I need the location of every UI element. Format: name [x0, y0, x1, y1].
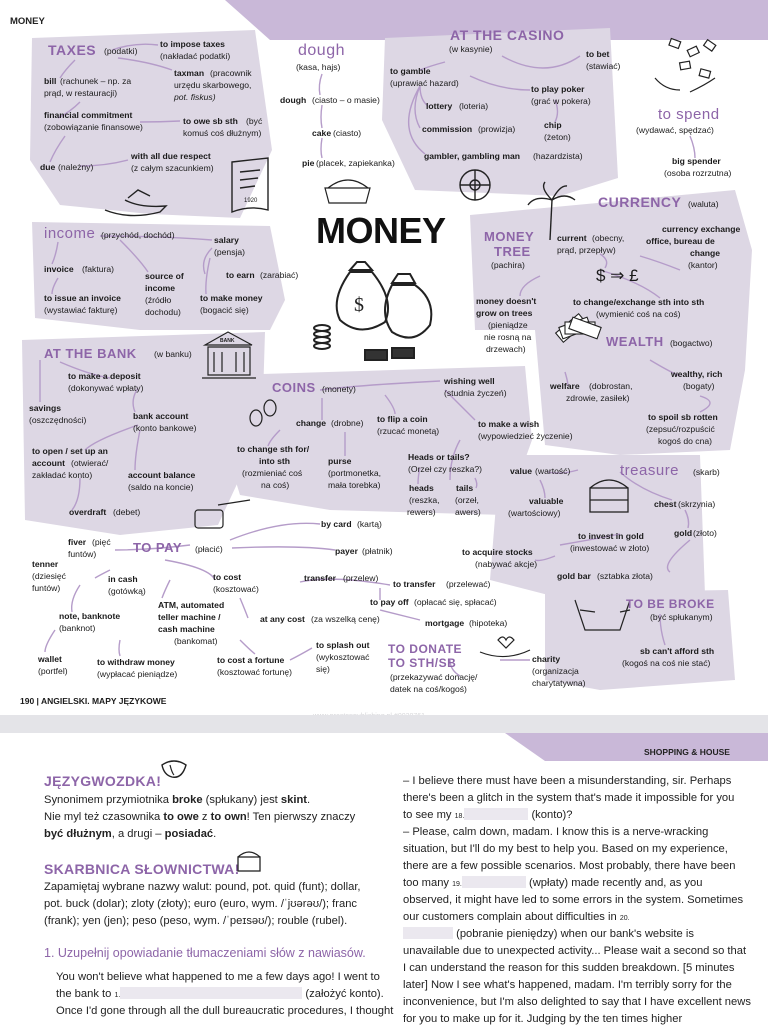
dialogue-line: inconvenience, but I'm also delighted to say that I have excellent news: [403, 996, 751, 1008]
treasure-heading: treasure: [620, 462, 680, 479]
term-mortgage: mortgage: [425, 618, 465, 628]
term-translation: (konto bankowe): [133, 423, 197, 433]
term-translation: (rozmieniać coś: [242, 468, 303, 478]
bank-heading-translation: (w banku): [154, 349, 192, 359]
term-translation: (bogacić się): [200, 305, 249, 315]
term-banknote: note, banknote: [59, 611, 121, 621]
income-heading: income: [44, 225, 96, 242]
story-line-1: You won't believe what happened to me a few days ago! I went to: [56, 971, 380, 983]
term-make-wish: to make a wish: [478, 419, 540, 429]
story-line-3: Once I'd gone through all the dull bureaucratic procedures, I thought: [56, 1005, 394, 1017]
term-translation: (pieniądze: [488, 320, 528, 330]
term-dough: dough: [280, 95, 307, 105]
term-chip: chip: [544, 120, 562, 130]
term-translation: urzędu skarbowego,: [174, 80, 252, 90]
term-translation: (należny): [58, 162, 94, 172]
term-translation: funtów): [68, 549, 97, 559]
term-currency-exchange: change: [690, 248, 721, 258]
term-valuable: valuable: [529, 496, 564, 506]
dough-heading-translation: (kasa, hajs): [296, 62, 341, 72]
term-translation: (placek, zapiekanka): [316, 158, 395, 168]
term-earn: to earn: [226, 270, 255, 280]
term-fiver: fiver: [68, 537, 87, 547]
dialogue-line: there are a few possible scenarios. Most probably, there have been: [403, 860, 736, 872]
term-to-cost: to cost: [213, 572, 242, 582]
term-atm: ATM, automated: [158, 600, 225, 610]
term-account-balance: account balance: [128, 470, 196, 480]
term-currency-exchange: currency exchange: [662, 224, 741, 234]
term-gamble: to gamble: [390, 66, 431, 76]
answer-blank-18[interactable]: [464, 808, 528, 820]
dialogue-line: to see my 18. (konto)?: [403, 809, 573, 821]
term-wishing-well: wishing well: [444, 376, 495, 386]
answer-blank-1[interactable]: [120, 987, 302, 999]
term-translation: na coś): [261, 480, 290, 490]
term-translation: mała torebka): [328, 480, 381, 490]
term-owe: to owe sb sth: [183, 116, 238, 126]
term-translation: (zarabiać): [260, 270, 299, 280]
story-line-2: the bank to 1. (założyć konto).: [56, 988, 384, 1000]
term-translation: (kosztować fortunę): [217, 667, 292, 677]
term-translation: (grać w pokera): [531, 96, 591, 106]
term-translation: (dokonywać wpłaty): [68, 383, 144, 393]
term-translation: (debet): [113, 507, 141, 517]
term-source-of-income: income: [145, 283, 176, 293]
term-translation: (loteria): [459, 101, 489, 111]
term-issue-invoice: to issue an invoice: [44, 293, 121, 303]
donate-heading: TO STH/SB: [388, 656, 457, 670]
term-tails: tails: [456, 483, 474, 493]
vocabulary-line-2: pot. buck (dolar); zloty (złoty); euro (euro, wym. /ˈjʊərəʊ/); franc: [44, 898, 358, 910]
term-make-money: to make money: [200, 293, 263, 303]
term-translation: nie rosną na: [484, 332, 532, 342]
answer-blank-20[interactable]: [403, 927, 453, 939]
term-translation: (dziesięć: [32, 571, 66, 581]
term-translation: (za wszelką cenę): [311, 614, 380, 624]
term-translation: (kantor): [688, 260, 718, 270]
term-translation: (hipoteka): [469, 618, 508, 628]
term-salary: salary: [214, 235, 239, 245]
term-gold: gold: [674, 528, 693, 538]
spend-heading-translation: (wydawać, spędzać): [636, 125, 714, 135]
term-translation: (prowizja): [478, 124, 516, 134]
term-translation: (nabywać akcje): [475, 559, 538, 569]
donate-heading: TO DONATE: [388, 642, 463, 656]
dialogue-line: situation, but I'll do my best to help you. Based on my experience,: [403, 843, 728, 855]
term-translation: (uprawiać hazard): [390, 78, 459, 88]
term-translation: (płatnik): [362, 546, 393, 556]
dialogue-line: there's been a glitch in the system that's made it impossible for you: [403, 792, 735, 804]
dialogue-line: – I believe there must have been a misunderstanding, sir. Perhaps: [403, 775, 732, 787]
casino-heading: AT THE CASINO: [450, 27, 565, 43]
term-translation: (rzucać monetą): [377, 426, 440, 436]
term-translation: (wymienić coś na coś): [596, 309, 681, 319]
taxes-heading: TAXES: [48, 42, 97, 58]
money-tree-heading: TREE: [494, 244, 531, 259]
term-translation: zdrowie, zasiłek): [566, 393, 630, 403]
term-translation: (obecny,: [592, 233, 625, 243]
term-spoil-rotten: to spoil sb rotten: [648, 412, 718, 422]
treasure-chest-icon: [234, 845, 264, 875]
spend-heading: to spend: [658, 106, 720, 123]
term-translation: (pracownik: [210, 68, 252, 78]
broke-heading: TO BE BROKE: [626, 597, 715, 611]
pay-heading: TO PAY: [133, 540, 183, 555]
term-cost-a-fortune: to cost a fortune: [217, 655, 285, 665]
term-translation: (źródło: [145, 295, 172, 305]
svg-text:$: $: [354, 294, 364, 316]
term-withdraw-money: to withdraw money: [97, 657, 175, 667]
term-heads-or-tails: Heads or tails?: [408, 452, 470, 462]
casino-heading-translation: (w kasynie): [449, 44, 493, 54]
term-translation: (wartościowy): [508, 508, 561, 518]
currency-heading-translation: (waluta): [688, 199, 719, 209]
currency-exchange-icon: $ ⇒ £: [596, 266, 639, 285]
dialogue-line: our customers complain about difficulties in 20.: [403, 911, 630, 923]
term-wealthy: wealthy, rich: [671, 369, 723, 379]
term-translation: (reszka,: [409, 495, 440, 505]
broke-heading-translation: (być spłukanym): [650, 612, 713, 622]
donate-heading-translation: datek na coś/kogoś): [390, 684, 467, 694]
bank-heading: AT THE BANK: [44, 346, 137, 361]
term-translation: dochodu): [145, 307, 181, 317]
dialogue-line: I can understand the reason for this sudden breakdown. [5 minutes: [403, 962, 735, 974]
term-transfer: transfer: [304, 573, 336, 583]
term-lottery: lottery: [426, 101, 453, 111]
term-gold-bar: gold bar: [557, 571, 591, 581]
currency-heading: CURRENCY: [598, 194, 682, 210]
term-open-account: account: [32, 458, 65, 468]
term-translation: (bankomat): [174, 636, 218, 646]
term-translation: (saldo na koncie): [128, 482, 194, 492]
term-translation: pot. fiskus): [174, 92, 216, 102]
term-in-cash: in cash: [108, 574, 138, 584]
term-change: change: [296, 418, 327, 428]
page-footer: 190 | ANGIELSKI. MAPY JĘZYKOWE: [20, 696, 167, 706]
vocabulary-heading: SKARBNICA SŁOWNICTWA!: [44, 861, 240, 877]
term-money-doesnt-grow: grow on trees: [476, 308, 533, 318]
term-translation: (orzeł,: [455, 495, 479, 505]
term-savings: savings: [29, 403, 62, 413]
money-tree-heading: MONEY: [484, 229, 535, 244]
term-translation: (otwierać/: [71, 458, 109, 468]
term-atm: teller machine /: [158, 612, 221, 622]
page-divider: [0, 715, 768, 733]
term-financial-commitment: financial commitment: [44, 110, 133, 120]
term-translation: (wystawiać fakturę): [44, 305, 118, 315]
term-translation: (bogaty): [683, 381, 715, 391]
exercise-heading: 1. Uzupełnij opowiadanie tłumaczeniami słów z nawiasów.: [44, 946, 366, 960]
term-flip-coin: to flip a coin: [377, 414, 428, 424]
term-by-card: by card: [321, 519, 352, 529]
term-translation: (ciasto – o masie): [312, 95, 380, 105]
term-translation: (złoto): [693, 528, 717, 538]
term-translation: (portfel): [38, 666, 68, 676]
term-translation: (ciasto): [333, 128, 362, 138]
term-translation: (opłacać się, spłacać): [414, 597, 497, 607]
term-translation: (drobne): [331, 418, 364, 428]
term-to-transfer: to transfer: [393, 579, 436, 589]
term-commission: commission: [422, 124, 473, 134]
page-title: MONEY: [316, 210, 446, 251]
dialogue-line: too many 19. (wpłaty) made recently and, as you: [403, 877, 703, 889]
term-translation: (pensja): [214, 247, 246, 257]
term-translation: (hazardzista): [533, 151, 583, 161]
term-translation: (skrzynia): [678, 499, 716, 509]
term-open-account: to open / set up an: [32, 446, 108, 456]
term-translation: (organizacja: [532, 666, 579, 676]
term-change-for: into sth: [259, 456, 291, 466]
term-value: value: [510, 466, 532, 476]
dialogue-line: for you to make up for it. Judging by the ten times higher: [403, 1013, 683, 1025]
term-translation: (sztabka złota): [597, 571, 653, 581]
term-currency-exchange: office, bureau de: [646, 236, 715, 246]
term-big-spender: big spender: [672, 156, 721, 166]
donate-heading-translation: (przekazywać donację/: [390, 672, 478, 682]
term-translation: (przelew): [343, 573, 379, 583]
term-translation: (gotówką): [108, 586, 146, 596]
dialogue-line: (pobranie pieniędzy) when our bank's website is: [403, 926, 694, 943]
term-translation: (zepsuć/rozpuścić: [646, 424, 715, 434]
wealth-heading-translation: (bogactwo): [670, 338, 713, 348]
term-translation: komuś coś dłużnym): [183, 128, 262, 138]
term-translation: (kogoś na coś nie stać): [622, 658, 711, 668]
term-translation: (inwestować w złoto): [570, 543, 650, 553]
term-chest: chest: [654, 499, 677, 509]
term-translation: (wypowiedzieć życzenie): [478, 431, 573, 441]
term-translation: (dobrostan,: [589, 381, 633, 391]
term-make-deposit: to make a deposit: [68, 371, 141, 381]
term-taxman: taxman: [174, 68, 205, 78]
term-overdraft: overdraft: [69, 507, 107, 517]
term-gambler: gambler, gambling man: [424, 151, 520, 161]
term-translation: drzewach): [486, 344, 526, 354]
term-money-doesnt-grow: money doesn't: [476, 296, 537, 306]
dialogue-line: observed, it might have led to some errors in the system. Sometimes: [403, 894, 744, 906]
term-translation: (wypłacać pieniądze): [97, 669, 178, 679]
tongue-icon: [158, 755, 190, 783]
term-translation: funtów): [32, 583, 61, 593]
term-purse: purse: [328, 456, 352, 466]
term-welfare: welfare: [550, 381, 580, 391]
term-play-poker: to play poker: [531, 84, 585, 94]
term-translation: (portmonetka,: [328, 468, 382, 478]
term-invest-gold: to invest in gold: [578, 531, 644, 541]
dough-heading: dough: [298, 42, 345, 59]
term-translation: (być: [246, 116, 263, 126]
coins-heading: COINS: [272, 380, 316, 395]
term-wallet: wallet: [38, 654, 62, 664]
term-pie: pie: [302, 158, 315, 168]
treasure-heading-translation: (skarb): [693, 467, 720, 477]
term-translation: awers): [455, 507, 481, 517]
answer-blank-19[interactable]: [462, 876, 526, 888]
term-translation: (nakładać podatki): [160, 51, 231, 61]
term-translation: prąd, przepływ): [557, 245, 616, 255]
term-tenner: tenner: [32, 559, 59, 569]
bank-building-icon: BANK: [220, 338, 235, 344]
term-translation: (stawiać): [586, 61, 621, 71]
term-translation: (zobowiązanie finansowe): [44, 122, 143, 132]
dialogue-line: later] Now I see what's happened, madam. I'm terribly sorry for the: [403, 979, 732, 991]
term-translation: (przelewać): [446, 579, 491, 589]
term-cant-afford: sb can't afford sth: [640, 646, 715, 656]
term-translation: (wartość): [535, 466, 571, 476]
term-heads: heads: [409, 483, 434, 493]
term-invoice: invoice: [44, 264, 74, 274]
term-translation: się): [316, 664, 330, 674]
dialogue-line: unavailable due to unexpected activity... Please wait a second so that: [403, 945, 747, 957]
term-change-for: to change sth for/: [237, 444, 310, 454]
term-pay-off: to pay off: [370, 597, 409, 607]
wealth-heading: WEALTH: [606, 334, 664, 349]
term-splash-out: to splash out: [316, 640, 370, 650]
term-payer: payer: [335, 546, 358, 556]
term-translation: (Orzeł czy reszka?): [408, 464, 483, 474]
section-label: MONEY: [10, 16, 45, 27]
term-translation: (kartą): [357, 519, 382, 529]
term-translation: (rachunek – np. za: [60, 76, 132, 86]
term-due: due: [40, 162, 56, 172]
next-page: [0, 733, 768, 1024]
dialogue-line: – Please, calm down, madam. I know this is a nerve-wracking: [403, 826, 709, 838]
term-cake: cake: [312, 128, 332, 138]
term-at-any-cost: at any cost: [260, 614, 305, 624]
term-translation: (pięć: [92, 537, 111, 547]
term-translation: (studnia życzeń): [444, 388, 507, 398]
section-label: SHOPPING & HOUSE: [644, 747, 730, 757]
term-translation: (wykosztować: [316, 652, 370, 662]
income-heading-translation: (przychód, dochód): [101, 230, 175, 240]
pay-heading-translation: (płacić): [195, 544, 223, 554]
term-translation: prąd, w restauracji): [44, 88, 118, 98]
term-translation: (z całym szacunkiem): [131, 163, 214, 173]
term-translation: (faktura): [82, 264, 114, 274]
term-acquire-stocks: to acquire stocks: [462, 547, 533, 557]
term-translation: (osoba rozrzutna): [664, 168, 732, 178]
tip-line-2: Nie myl też czasownika to owe z to own! Ten pierwszy znaczy: [44, 811, 356, 823]
tip-heading: JĘZYGWOZDKA!: [44, 773, 162, 789]
term-translation: rewers): [407, 507, 436, 517]
term-change-into: to change/exchange sth into sth: [573, 297, 705, 307]
term-bill: bill: [44, 76, 57, 86]
term-translation: (żeton): [544, 132, 571, 142]
vocabulary-line-3: (frank); yen (jen); peso (peso, wym. /ˈpeɪsəʊ/); rouble (rubel).: [44, 915, 348, 927]
coins-heading-translation: (monety): [322, 384, 356, 394]
term-current: current: [557, 233, 587, 243]
term-with-all-due-respect: with all due respect: [131, 151, 211, 161]
receipt-icon-label: 1920: [244, 198, 258, 204]
money-tree-translation: (pachira): [491, 260, 525, 270]
term-impose-taxes: to impose taxes: [160, 39, 225, 49]
term-bank-account: bank account: [133, 411, 189, 421]
tip-line-1: Synonimem przymiotnika broke (spłukany) jest skint.: [44, 794, 311, 806]
term-translation: zakładać konto): [32, 470, 93, 480]
term-source-of-income: source of: [145, 271, 184, 281]
vocabulary-line-1: Zapamiętaj wybrane nazwy walut: pound, pot. quid (funt); dollar,: [44, 881, 361, 893]
term-translation: (banknot): [59, 623, 96, 633]
term-translation: kogoś do cna): [658, 436, 712, 446]
term-bet: to bet: [586, 49, 610, 59]
term-translation: (oszczędności): [29, 415, 87, 425]
term-atm: cash machine: [158, 624, 215, 634]
taxes-heading-translation: (podatki): [104, 46, 138, 56]
tip-line-3: być dłużnym, a drugi – posiadać.: [44, 828, 217, 840]
term-charity: charity: [532, 654, 561, 664]
term-translation: (kosztować): [213, 584, 259, 594]
term-translation: charytatywna): [532, 678, 586, 688]
